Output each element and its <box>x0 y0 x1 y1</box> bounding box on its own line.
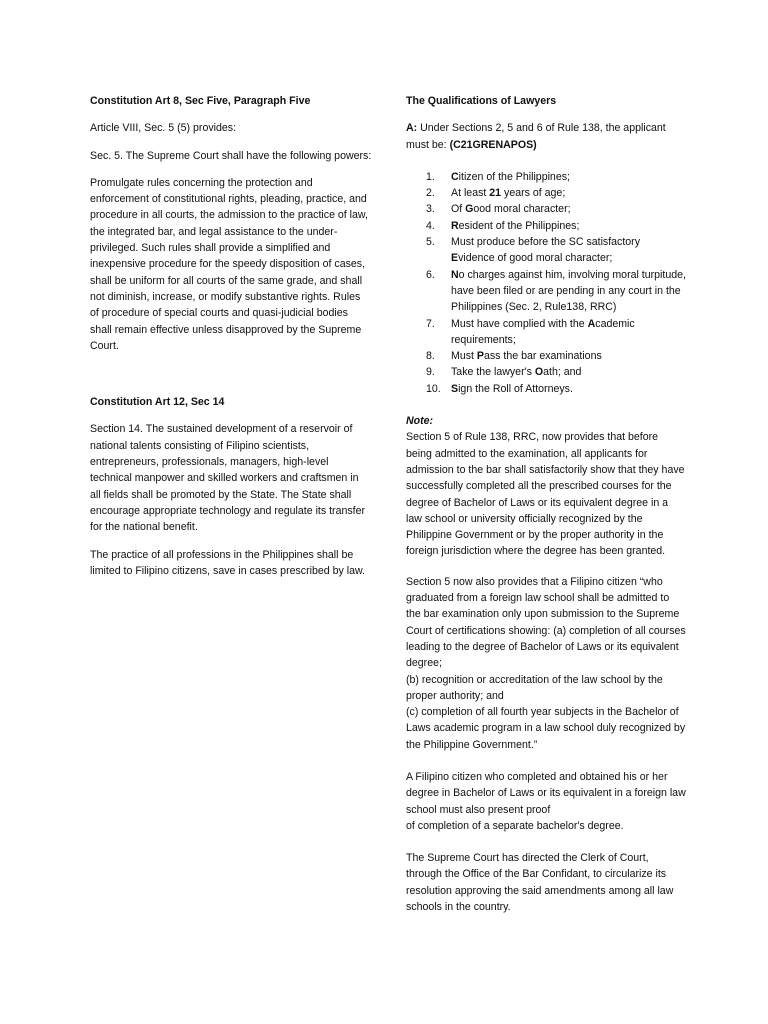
list-text: years of age; <box>501 187 566 200</box>
list-number: 9. <box>426 366 435 379</box>
list-text: ign the Roll of Attorneys. <box>458 382 573 395</box>
list-text: ass the bar examinations <box>483 350 602 363</box>
list-text: o charges against him, involving moral turpitude, have been filed or are pending in any court in the Philippines (Sec. 2, Rule138, RRC) <box>451 268 686 314</box>
sec5-paragraph: Sec. 5. The Supreme Court shall have the following powers: <box>90 149 372 162</box>
acronym: (C21GRENAPOS) <box>449 138 537 151</box>
list-item <box>406 316 686 349</box>
list-item <box>406 169 686 185</box>
left-column <box>90 93 372 579</box>
list-item <box>406 218 686 234</box>
note-paragraph-2b: (b) recognition or accreditation of the law school by the proper authority; and <box>406 673 663 702</box>
list-text: ood moral character; <box>473 203 571 216</box>
list-number: 1. <box>426 170 435 183</box>
list-item <box>406 201 686 217</box>
note-paragraph-2a: Section 5 now also provides that a Filipino citizen “who graduated from a foreign law school shall be admitted to the bar examination only upon submission to the Supreme Court of certifications showing: (a) completion of all courses leading to the degree of Bachelor of Laws or its equivalent degree; <box>406 575 686 670</box>
list-initial: E <box>451 252 459 265</box>
answer-text: Under Sections 2, 5 and 6 of Rule 138, the applicant must be: <box>406 122 666 151</box>
note-paragraph-4: The Supreme Court has directed the Clerk of Court, through the Office of the Bar Confidant, to circularize its resolution approving the said amendments among all law schools in the country. <box>406 852 674 914</box>
promulgate-paragraph: Promulgate rules concerning the protection and enforcement of constitutional rights, pleading, practice, and procedure in all courts, the admission to the practice of law, the integrated bar, and legal assistance to the under-privileged. Such rules shall provide a simplified and inexpensive procedure for the speedy disposition of cases, shall be uniform for all courts of the same grade, and shall not diminish, increase, or modify substantive rights. Rules of procedure of special courts and quasi-judicial bodies shall remain effective unless disapproved by the Supreme Court. <box>90 176 368 352</box>
practice-paragraph: The practice of all professions in the Philippines shall be limited to Filipino citizens, save in cases prescribed by law. <box>90 548 365 577</box>
list-text-pre: Take the lawyer's <box>451 366 535 379</box>
list-item <box>406 234 686 267</box>
list-initial: 21 <box>489 187 502 200</box>
list-text: vidence of good moral character; <box>458 252 613 265</box>
heading-art12: Constitution Art 12, Sec 14 <box>90 396 225 409</box>
list-text: itizen of the Philippines; <box>458 170 570 183</box>
list-text-pre: Must <box>451 350 477 363</box>
list-number: 6. <box>426 268 435 281</box>
note-paragraph-3b: of completion of a separate bachelor's degree. <box>406 819 624 832</box>
list-text-pre: Must have complied with the <box>451 317 588 330</box>
list-item <box>406 348 686 364</box>
note-paragraph-1: Section 5 of Rule 138, RRC, now provides that before being admitted to the examination, all applicants for admission to the bar shall satisfactorily show that they have successfully completed all the prescribed courses for the degree of Bachelor of Laws or its equivalent degree in a law school or university officially recognized by the Philippine Government or by the proper authority in the foreign jurisdiction where the degree has been granted. <box>406 431 685 558</box>
list-initial: C <box>451 170 459 183</box>
list-initial: P <box>476 350 484 363</box>
heading-art8: Constitution Art 8, Sec Five, Paragraph Five <box>90 95 311 107</box>
note-paragraph-3a: A Filipino citizen who completed and obtained his or her degree in Bachelor of Laws or its equivalent in a foreign law school must also present proof <box>406 770 686 816</box>
qualifications-list <box>406 169 686 397</box>
list-item <box>406 185 686 201</box>
list-item <box>406 267 686 316</box>
list-initial: A <box>587 317 596 330</box>
list-number: 8. <box>426 350 435 363</box>
list-item <box>406 381 686 397</box>
list-text-pre: At least <box>451 187 490 200</box>
list-number: 10. <box>426 382 441 395</box>
right-column <box>406 93 686 915</box>
sec14-paragraph: Section 14. The sustained development of a reservoir of national talents consisting of Filipino scientists, entrepreneurs, professionals, managers, high-level technical manpower and skilled workers and craftsmen in all fields shall be promoted by the State. The State shall encourage appropriate technology and regulate its transfer for the national benefit. <box>90 423 366 534</box>
list-number: 2. <box>426 187 435 200</box>
list-text: ath; and <box>543 366 582 379</box>
list-text-pre: Of <box>451 203 466 216</box>
article-intro: Article VIII, Sec. 5 (5) provides: <box>90 122 237 135</box>
list-number: 4. <box>426 219 435 232</box>
note-label: Note: <box>406 415 434 428</box>
list-item <box>406 364 686 380</box>
list-number: 5. <box>426 236 435 249</box>
answer-paragraph <box>406 120 686 153</box>
note-paragraph-2c: (c) completion of all fourth year subjects in the Bachelor of Laws academic program in a law school duly recognized by the Philippine Government.” <box>406 706 686 751</box>
list-initial: S <box>451 382 459 395</box>
list-initial: N <box>451 268 459 281</box>
list-initial: R <box>451 219 459 232</box>
list-number: 3. <box>426 203 435 216</box>
list-text: esident of the Philippines; <box>458 219 580 232</box>
list-initial: O <box>534 366 544 379</box>
list-number: 7. <box>426 317 435 330</box>
list-text-pre: Must produce before the SC satisfactory <box>451 236 641 249</box>
list-initial: G <box>465 203 474 216</box>
list-text: cademic requirements; <box>451 317 635 346</box>
answer-prefix: A: <box>406 122 418 135</box>
heading-qualifications: The Qualifications of Lawyers <box>406 95 557 107</box>
